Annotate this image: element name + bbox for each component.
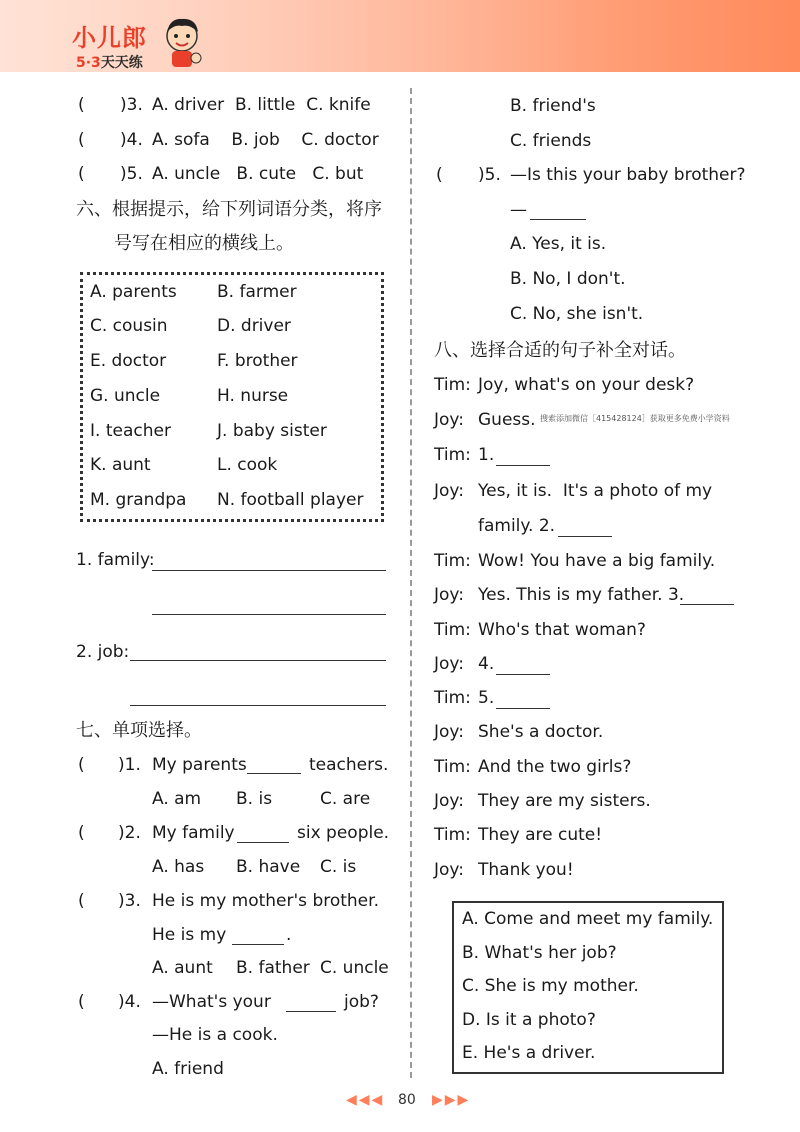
section7-title: 七、单项选择。 [76, 720, 202, 741]
dialog-speaker: Joy: [434, 585, 464, 605]
dialog-line: Wow! You have a big family. [478, 551, 716, 571]
option-c: C. No, she isn't. [510, 304, 644, 324]
section6-title-line2: 号写在相应的横线上。 [114, 233, 294, 254]
question-stem: —Is this your baby brother? [510, 165, 746, 185]
blank-line[interactable] [530, 219, 586, 220]
word-item: B. farmer [217, 282, 297, 302]
question-number: )3. [118, 891, 141, 911]
dialog-speaker: Tim: [434, 620, 471, 640]
question-number: )5. [478, 165, 501, 185]
question-stem: six people. [297, 823, 390, 843]
dialog-line: Who's that woman? [478, 620, 646, 640]
family-answer-line[interactable] [152, 570, 386, 571]
watermark-text: 搜索添加微信［415428124］获取更多免费小学资料 [540, 414, 730, 423]
question-number: )4. [120, 130, 143, 150]
option-b: B. friend's [510, 96, 596, 116]
dialog-speaker: Tim: [434, 551, 471, 571]
word-item: L. cook [217, 455, 278, 475]
word-item: G. uncle [90, 386, 161, 406]
question-number: )3. [120, 95, 143, 115]
word-item: K. aunt [90, 455, 151, 475]
question-stem: He is my [152, 925, 227, 945]
series-text: 天天练 [100, 55, 143, 71]
dialog-line: Yes. This is my father. 3. [478, 585, 685, 605]
job-answer-line[interactable] [130, 705, 386, 706]
choice-item: E. He's a driver. [462, 1043, 596, 1063]
option-c: C. friends [510, 131, 592, 151]
dialog-speaker: Joy: [434, 722, 464, 742]
dialog-speaker: Tim: [434, 445, 471, 465]
blank-line[interactable] [237, 842, 289, 843]
word-item: C. cousin [90, 316, 168, 336]
word-item: H. nurse [217, 386, 289, 406]
dialog-speaker: Tim: [434, 375, 471, 395]
series-label [76, 52, 143, 72]
dialog-line: Joy, what's on your desk? [478, 375, 695, 395]
option-c: C. uncle [320, 958, 389, 978]
dialog-speaker: Joy: [434, 654, 464, 674]
question-period: . [286, 925, 292, 945]
paren-open: ( [78, 891, 85, 911]
choice-item: A. Come and meet my family. [462, 909, 714, 929]
option-a: A. am [152, 789, 202, 809]
left-arrows-icon: ◀◀◀ [346, 1092, 385, 1108]
mascot-icon [160, 14, 204, 70]
question-stem: My parents [152, 755, 247, 775]
question-options: A. uncle B. cute C. but [152, 164, 364, 184]
option-b: B. have [236, 857, 301, 877]
dialog-line: 5. [478, 688, 495, 708]
option-b: B. father [236, 958, 310, 978]
word-item: E. doctor [90, 351, 167, 371]
blank-line[interactable] [286, 1011, 336, 1012]
blank-line[interactable] [496, 674, 550, 675]
dialog-line: She's a doctor. [478, 722, 604, 742]
dialog-speaker: Joy: [434, 791, 464, 811]
word-item: J. baby sister [217, 421, 327, 441]
paren-open: ( [436, 165, 443, 185]
word-item: N. football player [217, 490, 364, 510]
section8-title: 八、选择合适的句子补全对话。 [434, 340, 686, 361]
dialog-line: They are cute! [478, 825, 603, 845]
word-item: I. teacher [90, 421, 171, 441]
choice-item: D. Is it a photo? [462, 1010, 596, 1030]
option-a: A. Yes, it is. [510, 234, 607, 254]
series-number: 5·3 [76, 55, 101, 71]
dialog-speaker: Tim: [434, 825, 471, 845]
question-number: )5. [120, 164, 143, 184]
blank-line[interactable] [247, 773, 301, 774]
job-answer-line[interactable] [130, 660, 386, 661]
question-stem: job? [344, 992, 379, 1012]
blank-line[interactable] [558, 536, 612, 537]
dialog-line: They are my sisters. [478, 791, 651, 811]
option-c: C. are [320, 789, 371, 809]
dialog-line: family. 2. [478, 516, 556, 536]
dialog-line: Thank you! [478, 860, 574, 880]
dialog-line: 1. [478, 445, 495, 465]
blank-line[interactable] [496, 465, 550, 466]
paren-open: ( [78, 823, 85, 843]
column-divider [410, 88, 412, 1078]
dialog-speaker: Tim: [434, 688, 471, 708]
brand-logo [72, 18, 212, 78]
question-number: )1. [118, 755, 141, 775]
option-a: A. friend [152, 1059, 224, 1079]
choice-item: C. She is my mother. [462, 976, 639, 996]
page-number: 80 [398, 1092, 416, 1108]
option-c: C. is [320, 857, 357, 877]
option-a: A. has [152, 857, 205, 877]
dialog-speaker: Joy: [434, 410, 464, 430]
option-b: B. is [236, 789, 273, 809]
dialog-speaker: Tim: [434, 757, 471, 777]
paren-open: ( [78, 95, 85, 115]
dialog-line: 4. [478, 654, 495, 674]
question-stem: teachers. [309, 755, 389, 775]
job-label: 2. job: [76, 642, 130, 662]
question-number: )4. [118, 992, 141, 1012]
blank-line[interactable] [496, 708, 550, 709]
blank-line[interactable] [680, 604, 734, 605]
reply-dash: — [510, 200, 527, 220]
question-options: A. driver B. little C. knife [152, 95, 371, 115]
blank-line[interactable] [232, 944, 284, 945]
section6-title: 六、根据提示，给下列词语分类，将序 [76, 199, 382, 220]
paren-open: ( [78, 992, 85, 1012]
question-reply: —He is a cook. [152, 1025, 278, 1045]
paren-open: ( [78, 755, 85, 775]
dialog-line: Guess. [478, 410, 536, 430]
family-label: 1. family: [76, 550, 155, 570]
word-item: F. brother [217, 351, 298, 371]
dialog-line: And the two girls? [478, 757, 632, 777]
paren-open: ( [78, 130, 85, 150]
question-stem: —What's your [152, 992, 271, 1012]
option-a: A. aunt [152, 958, 213, 978]
word-item: A. parents [90, 282, 177, 302]
word-item: M. grandpa [90, 490, 187, 510]
question-options: A. sofa B. job C. doctor [152, 130, 379, 150]
dialog-line: Yes, it is. It's a photo of my [478, 481, 713, 501]
option-b: B. No, I don't. [510, 269, 626, 289]
dialog-speaker: Joy: [434, 860, 464, 880]
question-number: )2. [118, 823, 141, 843]
brand-title: 小儿郎 [72, 24, 147, 52]
question-stem: He is my mother's brother. [152, 891, 379, 911]
choice-item: B. What's her job? [462, 943, 617, 963]
right-arrows-icon: ▶▶▶ [432, 1092, 471, 1108]
question-stem: My family [152, 823, 235, 843]
dialog-speaker: Joy: [434, 481, 464, 501]
family-answer-line[interactable] [152, 614, 386, 615]
paren-open: ( [78, 164, 85, 184]
word-item: D. driver [217, 316, 291, 336]
